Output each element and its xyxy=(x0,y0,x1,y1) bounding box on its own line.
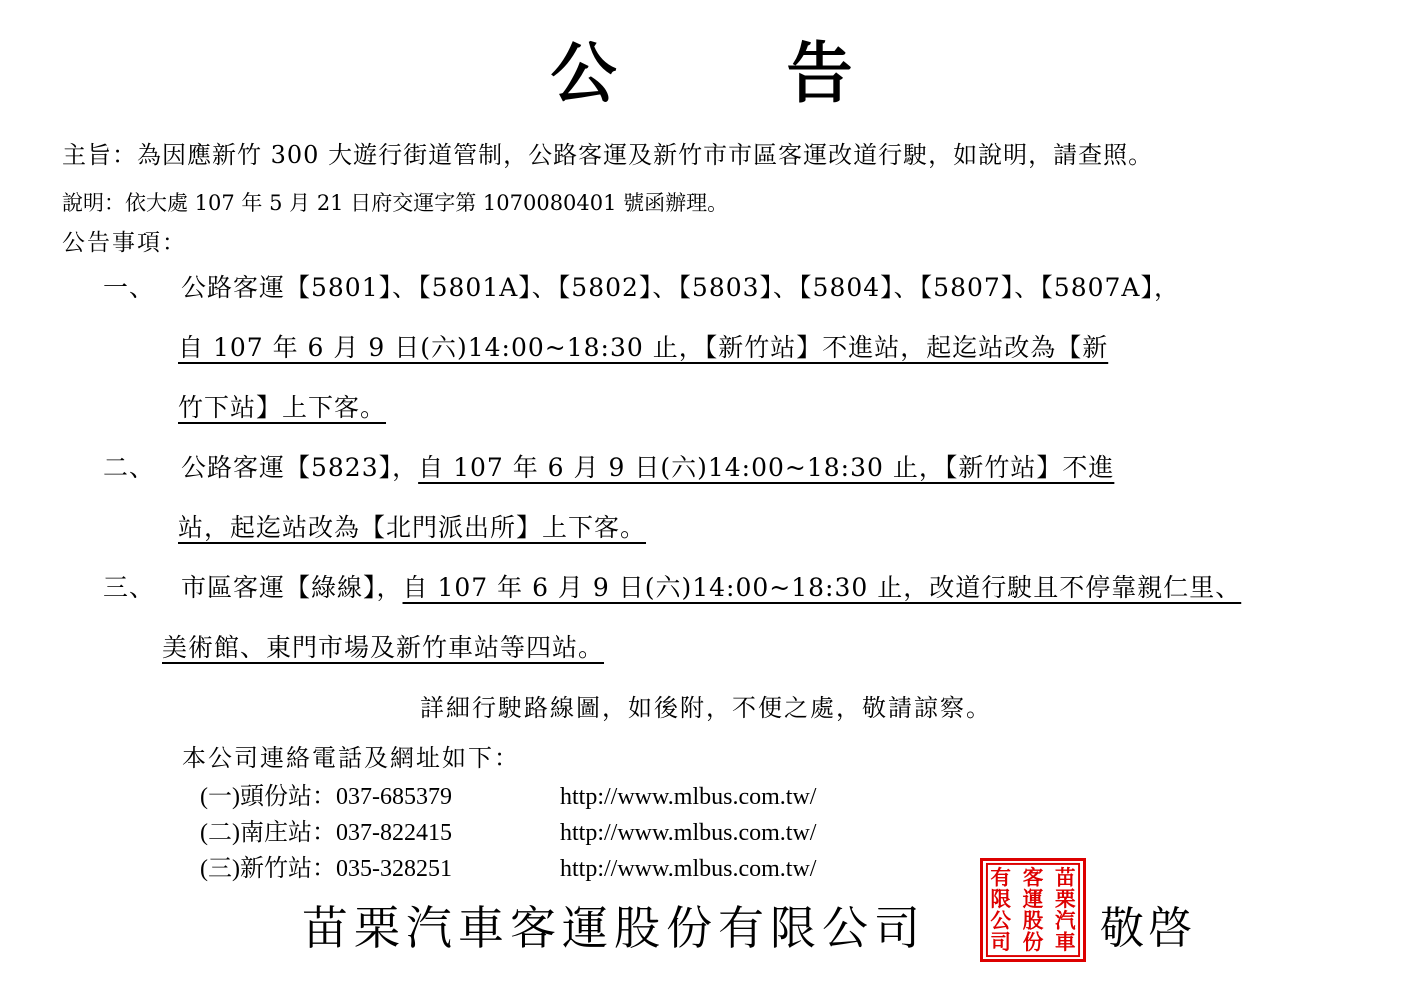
station-url-link[interactable]: http://www.mlbus.com.tw/ xyxy=(560,784,817,810)
station-url-link[interactable]: http://www.mlbus.com.tw/ xyxy=(560,820,817,846)
svg-text:有: 有 xyxy=(990,865,1011,890)
contact-row xyxy=(200,776,816,811)
item-intro: 市區客運【綠線】， xyxy=(181,573,403,602)
title-char-2: 告 xyxy=(786,34,853,112)
svg-text:汽: 汽 xyxy=(1055,908,1076,933)
item-detail: 站，起迄站改為【北門派出所】上下客。 xyxy=(178,513,647,542)
svg-text:司: 司 xyxy=(990,930,1011,955)
item-intro: 公路客運【5801】、【5801A】、【5802】、【5803】、【5804】、【5807】、【5807A】， xyxy=(181,273,1180,302)
station-phone: (一)頭份站：037-685379 xyxy=(200,784,452,810)
item-detail: 自 107 年 6 月 9 日(六)14:00~18:30 止，【新竹站】不進站，起迄站改為【新 xyxy=(178,333,1109,362)
subject-line: 主旨：為因應新竹 300 大遊行街道管制，公路客運及新竹市市區客運改道行駛，如說明，請查照。 xyxy=(62,141,1154,169)
item-2-line-1 xyxy=(103,448,1114,484)
item-1-line-2 xyxy=(178,328,1108,364)
svg-text:股: 股 xyxy=(1022,908,1044,933)
svg-text:客: 客 xyxy=(1022,865,1044,890)
explanation-line: 說明：依大處 107 年 5 月 21 日府交運字第 1070080401 號函辦理。 xyxy=(62,191,729,215)
company-seal xyxy=(980,858,1086,962)
svg-text:栗: 栗 xyxy=(1055,887,1076,912)
contact-heading: 本公司連絡電話及網址如下： xyxy=(182,744,520,772)
salutation: 敬啓 xyxy=(1100,903,1196,954)
contact-row xyxy=(200,848,816,883)
title-char-1: 公 xyxy=(550,34,617,112)
item-detail: 自 107 年 6 月 9 日(六)14:00~18:30 止，【新竹站】不進 xyxy=(418,453,1115,482)
items-heading: 公告事項： xyxy=(62,230,187,256)
station-phone: (三)新竹站：035-328251 xyxy=(200,856,452,882)
seal-icon xyxy=(983,861,1083,959)
details-note: 詳細行駛路線圖，如後附，不便之處，敬請諒察。 xyxy=(420,694,992,722)
svg-text:限: 限 xyxy=(990,887,1011,912)
svg-text:運: 運 xyxy=(1022,887,1044,912)
item-2-line-2 xyxy=(178,508,646,544)
station-phone: (二)南庄站：037-822415 xyxy=(200,820,452,846)
svg-text:公: 公 xyxy=(990,908,1011,933)
item-number: 一、 xyxy=(103,273,156,302)
item-number: 二、 xyxy=(103,453,156,482)
page-title xyxy=(0,20,1403,115)
item-detail: 自 107 年 6 月 9 日(六)14:00~18:30 止，改道行駛且不停靠親仁里、 xyxy=(402,573,1242,602)
svg-text:苗: 苗 xyxy=(1055,865,1076,890)
item-number: 三、 xyxy=(103,573,156,602)
station-url-link[interactable]: http://www.mlbus.com.tw/ xyxy=(560,856,817,882)
item-3-line-1 xyxy=(103,568,1241,604)
item-detail: 美術館、東門市場及新竹車站等四站。 xyxy=(162,633,605,662)
contact-row xyxy=(200,812,816,847)
item-intro: 公路客運【5823】， xyxy=(181,453,419,482)
svg-text:份: 份 xyxy=(1022,930,1044,955)
item-1-line-3 xyxy=(178,388,386,424)
company-name: 苗栗汽車客運股份有限公司 xyxy=(302,901,926,955)
item-1-line-1 xyxy=(103,268,1180,304)
item-3-line-2 xyxy=(162,628,604,664)
item-detail: 竹下站】上下客。 xyxy=(178,393,387,422)
svg-text:車: 車 xyxy=(1055,930,1076,955)
